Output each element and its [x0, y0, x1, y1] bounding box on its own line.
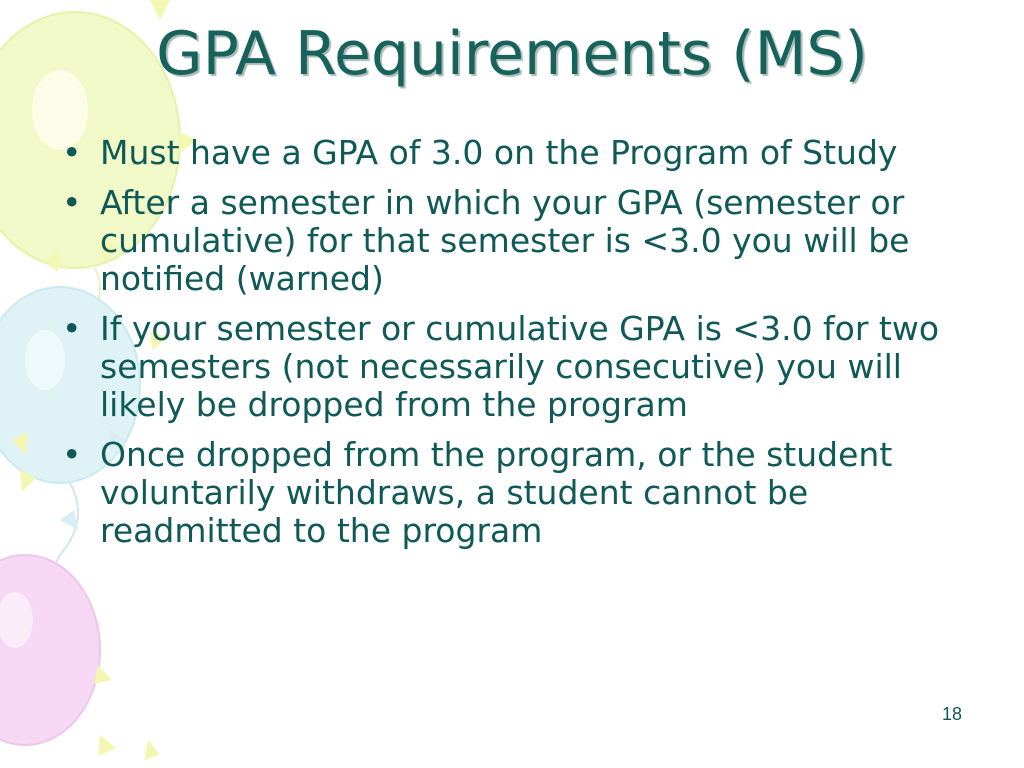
slide-number: 18 [941, 704, 962, 724]
bullet-icon: • [62, 133, 82, 172]
list-item [62, 184, 972, 298]
list-item [62, 134, 972, 172]
slide-title: GPA Requirements (MS) [156, 19, 868, 89]
bullet-text: Must have a GPA of 3.0 on the Program of Study [100, 133, 898, 172]
bullet-icon: • [62, 435, 82, 474]
list-item [62, 436, 972, 550]
bullet-list [62, 134, 972, 562]
bullet-icon: • [62, 183, 82, 222]
bullet-icon: • [62, 309, 82, 348]
balloon-pink-icon [0, 555, 100, 745]
bullet-text: Once dropped from the program, or the student voluntarily withdraws, a student cannot be readmitted to the program [100, 435, 893, 550]
bullet-text: After a semester in which your GPA (semester or cumulative) for that semester is <3.0 you will be notified (warned) [100, 183, 910, 298]
list-item [62, 310, 972, 424]
bullet-text: If your semester or cumulative GPA is <3.0 for two semesters (not necessarily consecutive) you will likely be dropped from the program [100, 309, 940, 424]
